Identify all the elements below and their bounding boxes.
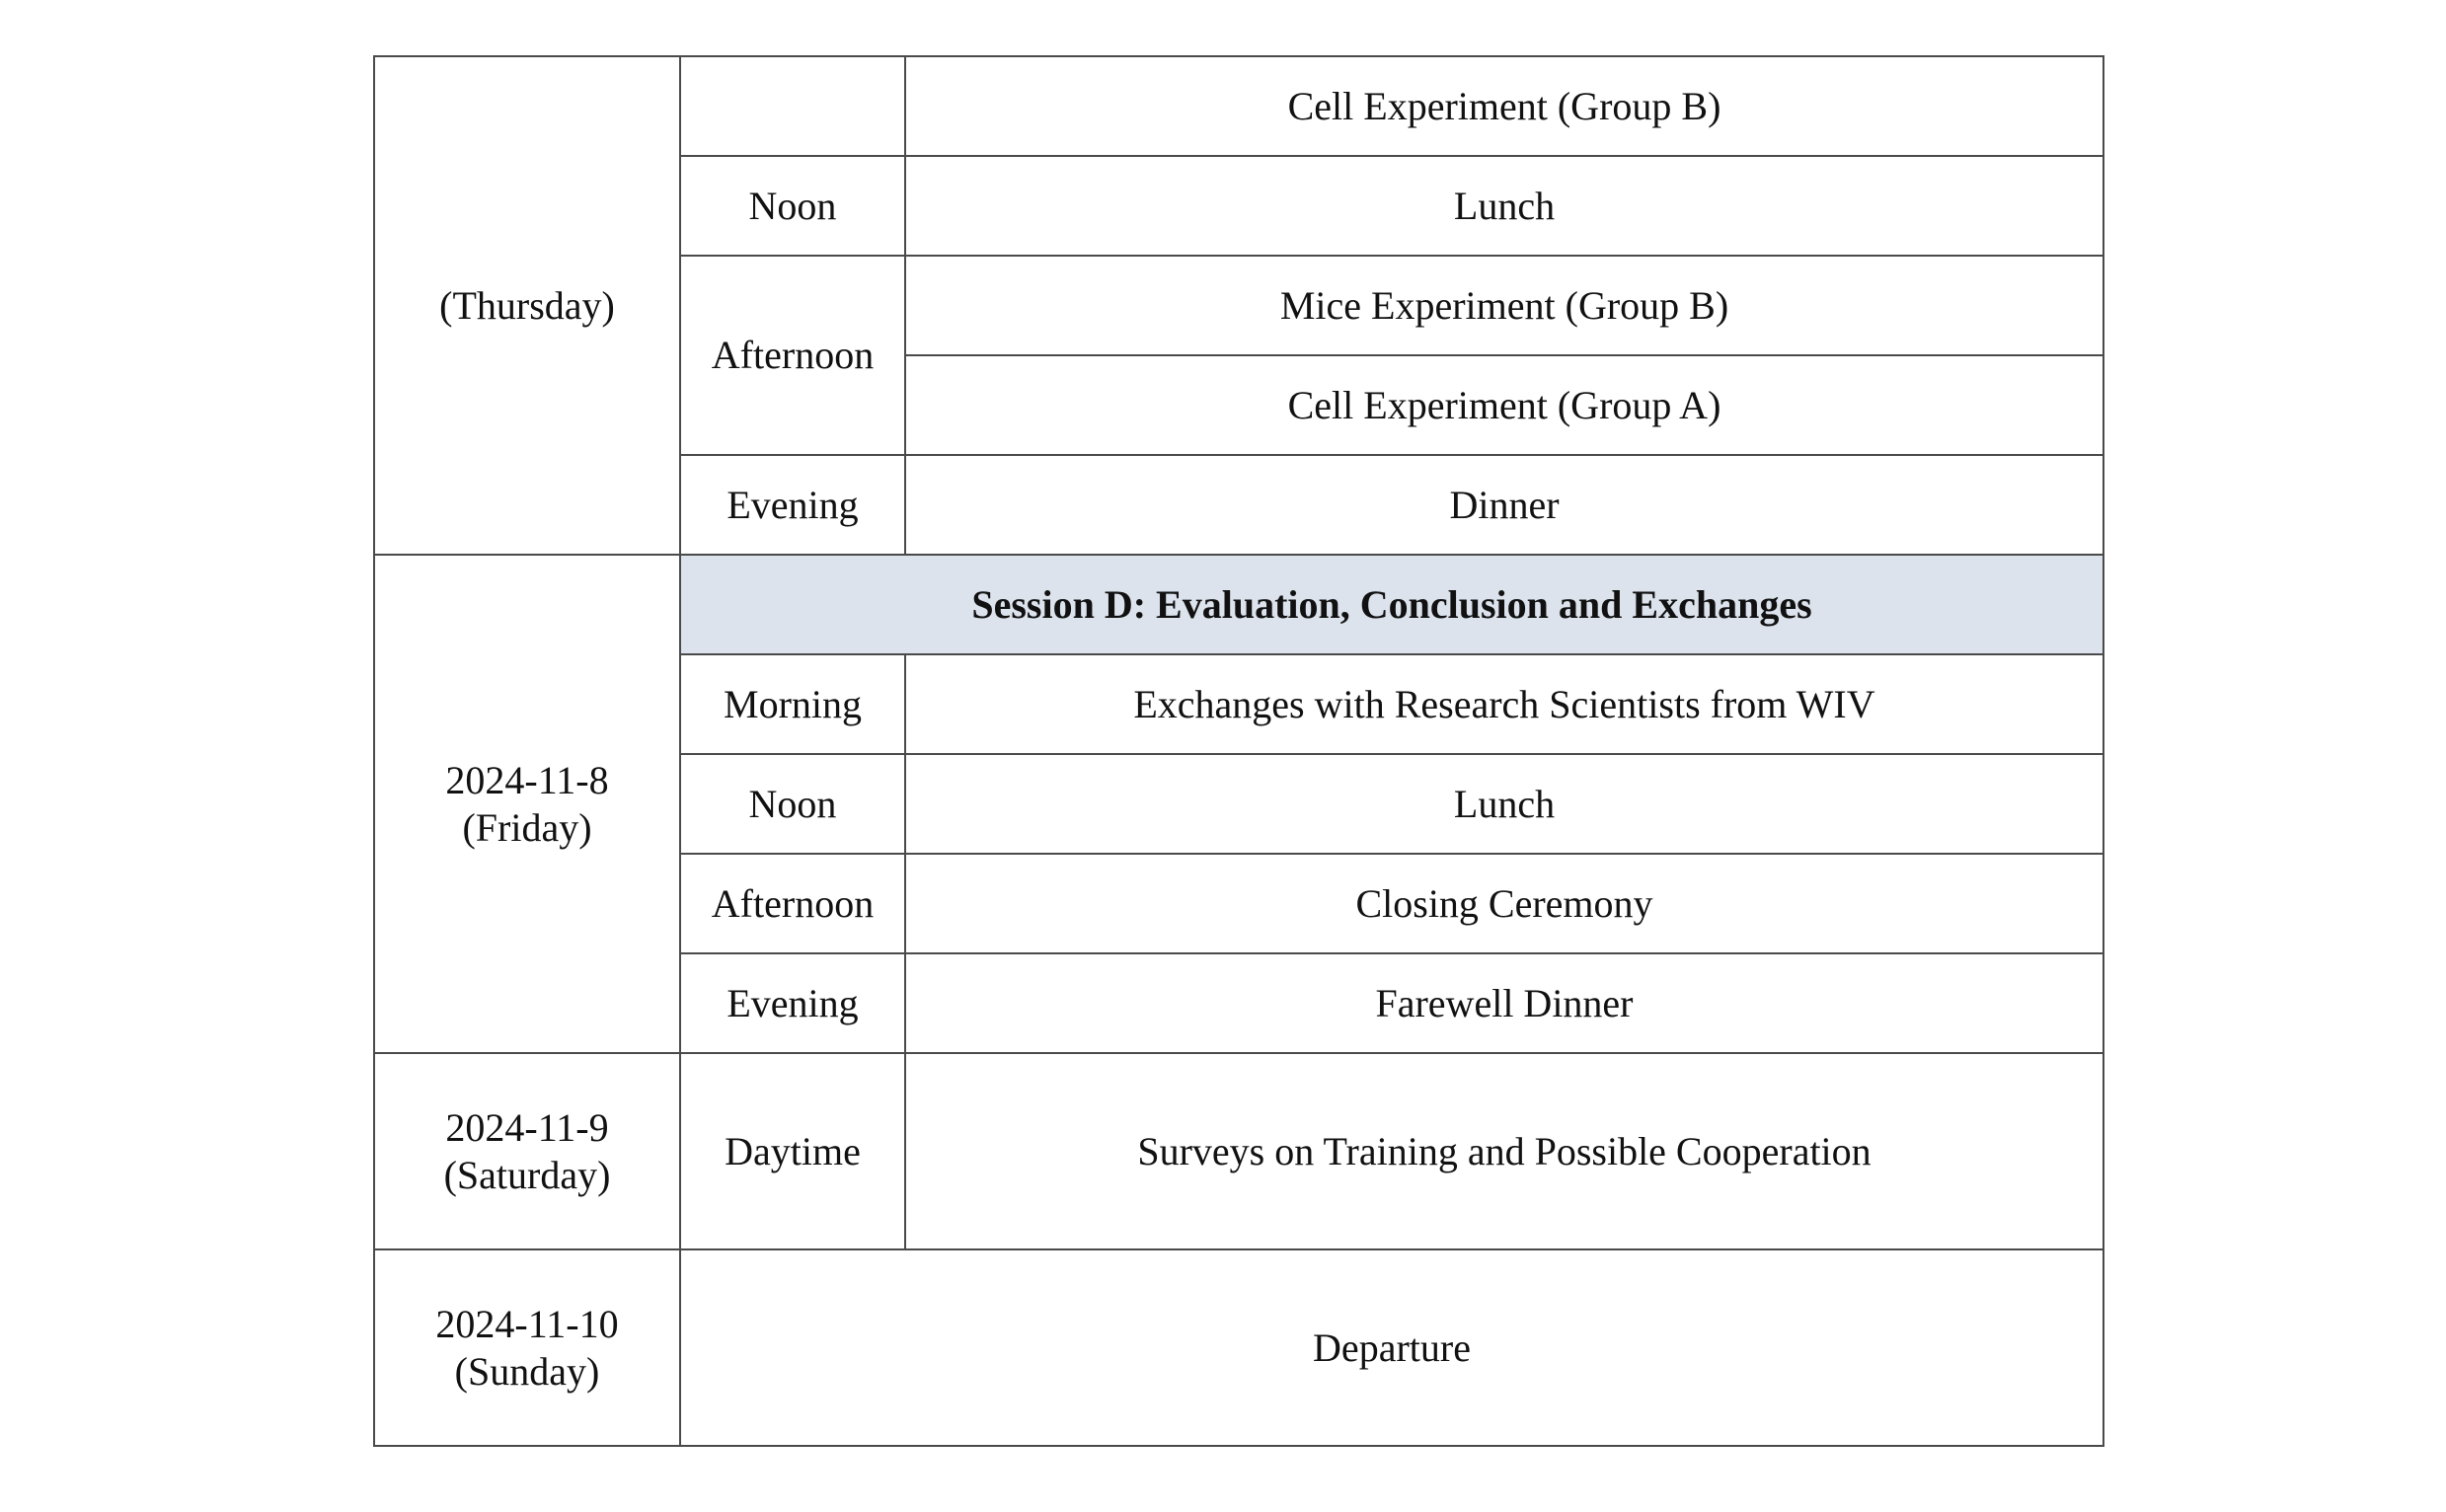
date-cell-sunday [374, 1249, 680, 1446]
period-cell [680, 56, 905, 156]
activity-cell: Departure [680, 1249, 2103, 1446]
activity-cell: Mice Experiment (Group B) [905, 256, 2103, 355]
period-cell: Afternoon [680, 256, 905, 455]
day-label: (Thursday) [439, 282, 615, 328]
period-cell: Morning [680, 654, 905, 754]
activity-cell: Exchanges with Research Scientists from WIV [905, 654, 2103, 754]
period-cell: Evening [680, 953, 905, 1053]
activity-cell: Surveys on Training and Possible Cooperation [905, 1053, 2103, 1249]
date-label: 2024-11-9 [445, 1104, 609, 1150]
activity-cell: Cell Experiment (Group A) [905, 355, 2103, 455]
period-cell: Noon [680, 754, 905, 854]
table-row [374, 56, 2103, 156]
session-header: Session D: Evaluation, Conclusion and Exchanges [680, 555, 2103, 654]
period-cell: Noon [680, 156, 905, 256]
period-cell: Daytime [680, 1053, 905, 1249]
table-row [374, 1053, 2103, 1249]
activity-cell: Dinner [905, 455, 2103, 555]
day-label: (Sunday) [454, 1348, 600, 1394]
date-cell-friday [374, 555, 680, 1053]
table-row [374, 555, 2103, 654]
period-cell: Evening [680, 455, 905, 555]
date-label: 2024-11-8 [445, 757, 609, 802]
activity-cell: Lunch [905, 156, 2103, 256]
activity-cell: Lunch [905, 754, 2103, 854]
day-label: (Friday) [462, 804, 592, 850]
activity-cell: Cell Experiment (Group B) [905, 56, 2103, 156]
date-cell-thursday [374, 56, 680, 555]
date-label: 2024-11-10 [435, 1301, 619, 1346]
activity-cell: Farewell Dinner [905, 953, 2103, 1053]
date-cell-saturday [374, 1053, 680, 1249]
schedule-table [373, 55, 2104, 1447]
table-row [374, 1249, 2103, 1446]
period-cell: Afternoon [680, 854, 905, 953]
day-label: (Saturday) [443, 1152, 611, 1197]
activity-cell: Closing Ceremony [905, 854, 2103, 953]
